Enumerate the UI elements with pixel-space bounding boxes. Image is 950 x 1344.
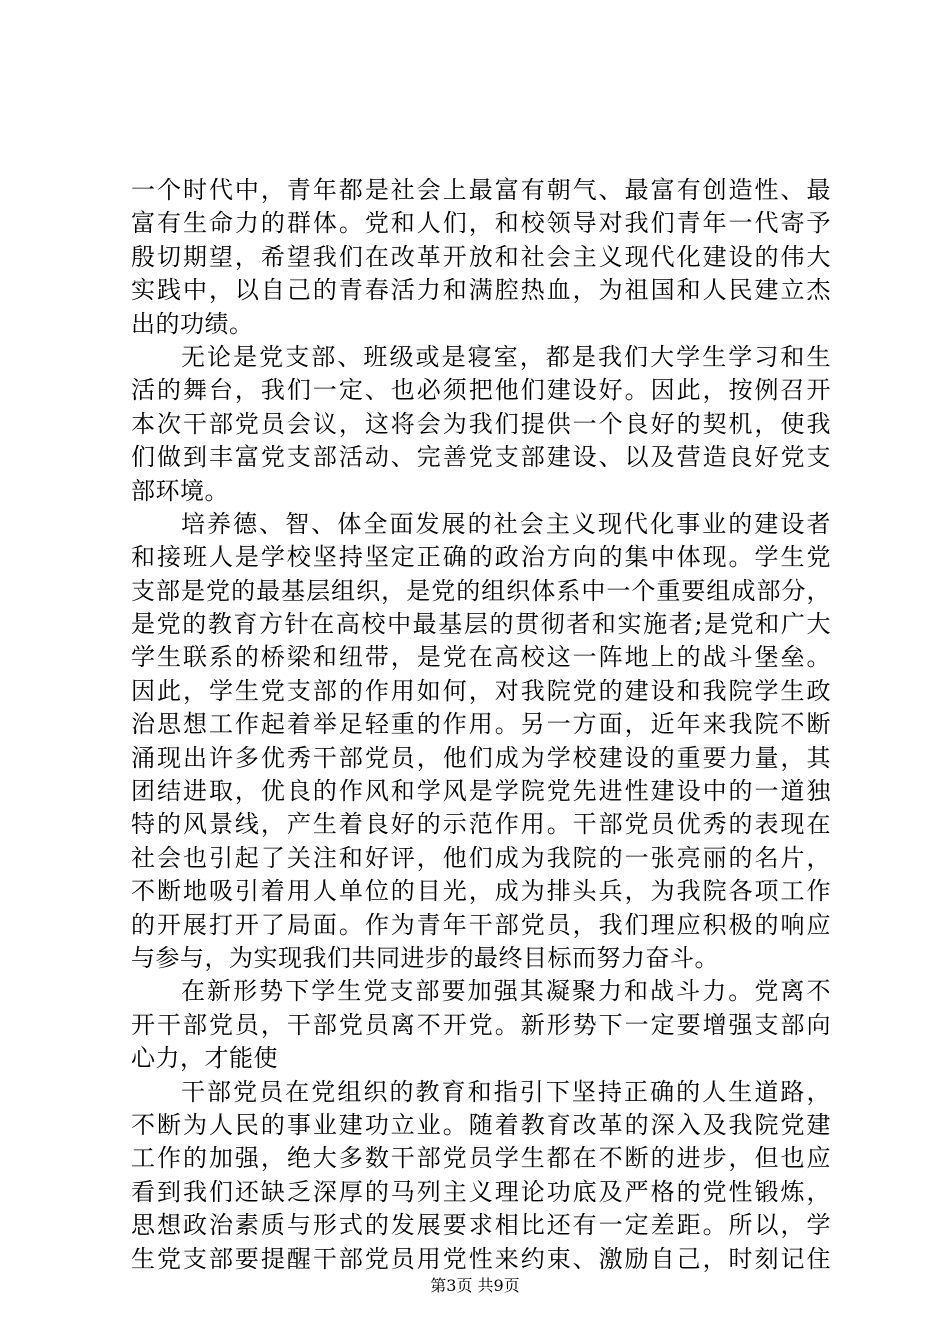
text-line: 一个时代中，青年都是社会上最富有朝气、最富有创造性、最 (131, 176, 831, 204)
text-line: 是党的教育方针在高校中最基层的贯彻者和实施者;是党和广大 (131, 610, 831, 639)
text-line: 殷切期望，希望我们在改革开放和社会主义现代化建设的伟大 (131, 242, 831, 271)
text-line: 活的舞台，我们一定、也必须把他们建设好。因此，按例召开 (131, 376, 831, 405)
text-line: 实践中，以自己的青春活力和满腔热血，为祖国和人民建立杰 (131, 276, 831, 305)
text-line: 不断为人民的事业建功立业。随着教育改革的深入及我院党建 (131, 1110, 831, 1139)
body-text (131, 174, 831, 1276)
text-line: 因此，学生党支部的作用如何，对我院党的建设和我院学生政 (131, 676, 831, 705)
text-line: 本次干部党员会议，这将会为我们提供一个良好的契机，使我 (131, 409, 831, 438)
text-line: 特的风景线，产生着良好的示范作用。干部党员优秀的表现在 (131, 810, 831, 839)
text-line: 与参与，为实现我们共同进步的最终目标而努力奋斗。 (131, 943, 719, 972)
text-line: 治思想工作起着举足轻重的作用。另一方面，近年来我院不断 (131, 710, 831, 739)
text-line: 思想政治素质与形式的发展要求相比还有一定差距。所以，学 (131, 1211, 831, 1240)
text-line: 开干部党员，干部党员离不开党。新形势下一定要增强支部向 (131, 1010, 831, 1039)
text-line: 无论是党支部、班级或是寝室，都是我们大学生学习和生 (181, 342, 831, 371)
text-line: 的开展打开了局面。作为青年干部党员，我们理应积极的响应 (131, 910, 831, 939)
text-line: 社会也引起了关注和好评，他们成为我院的一张亮丽的名片， (131, 843, 831, 872)
page-footer: 第3页 共9页 (430, 1276, 520, 1295)
text-line: 和接班人是学校坚持坚定正确的政治方向的集中体现。学生党 (131, 543, 831, 572)
text-line: 富有生命力的群体。党和人们，和校领导对我们青年一代寄予 (131, 209, 831, 238)
text-line: 生党支部要提醒干部党员用党性来约束、激励自己，时刻记住 (131, 1244, 831, 1273)
text-line: 出的功绩。 (131, 309, 254, 338)
text-line: 看到我们还缺乏深厚的马列主义理论功底及严格的党性锻炼， (131, 1177, 831, 1206)
text-line: 学生联系的桥梁和纽带，是党在高校这一阵地上的战斗堡垒。 (131, 643, 831, 672)
text-line: 不断地吸引着用人单位的目光，成为排头兵，为我院各项工作 (131, 877, 831, 906)
text-line: 们做到丰富党支部活动、完善党支部建设、以及营造良好党支 (131, 443, 831, 472)
text-line: 心力，才能使 (131, 1044, 278, 1073)
text-line: 团结进取，优良的作风和学风是学院党先进性建设中的一道独 (131, 777, 831, 806)
text-line: 涌现出许多优秀干部党员，他们成为学校建设的重要力量，其 (131, 743, 831, 772)
text-line: 工作的加强，绝大多数干部党员学生都在不断的进步，但也应 (131, 1144, 831, 1173)
text-line: 培养德、智、体全面发展的社会主义现代化事业的建设者 (181, 509, 831, 538)
text-line: 在新形势下学生党支部要加强其凝聚力和战斗力。党离不 (181, 977, 831, 1006)
text-line: 部环境。 (131, 476, 229, 505)
text-line: 干部党员在党组织的教育和指引下坚持正确的人生道路， (181, 1077, 831, 1106)
text-line: 支部是党的最基层组织，是党的组织体系中一个重要组成部分， (131, 576, 831, 605)
